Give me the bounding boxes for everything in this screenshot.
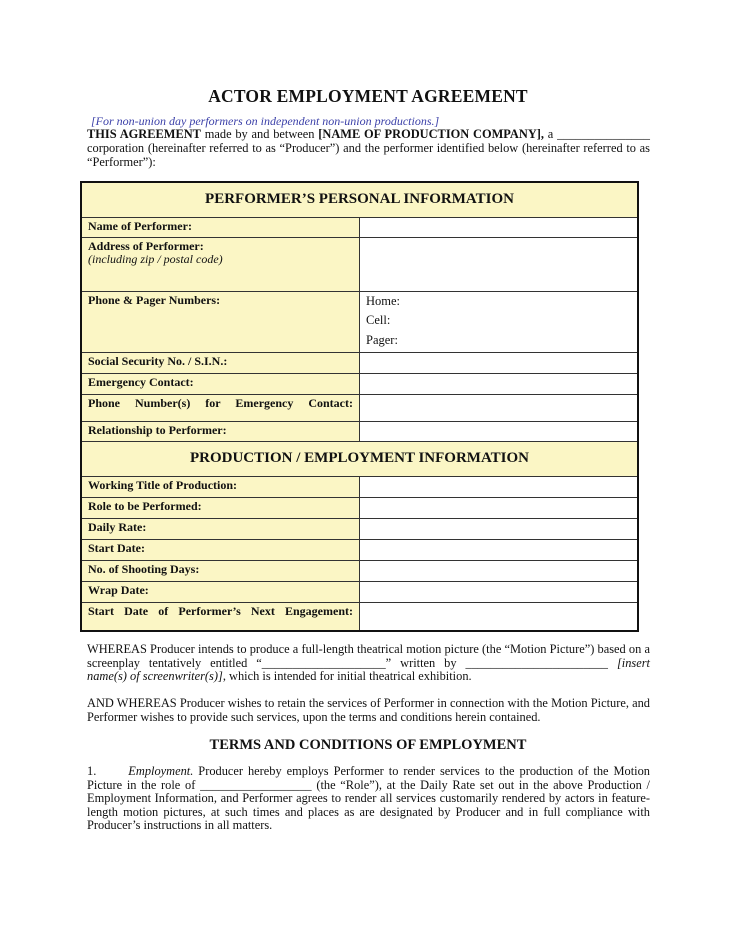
production-info-heading: PRODUCTION / EMPLOYMENT INFORMATION <box>81 441 638 476</box>
name-label: Name of Performer: <box>81 217 360 237</box>
emergency-phone-field[interactable] <box>360 394 639 421</box>
next-engagement-label: Start Date of Performer’s Next Engagement: <box>81 602 360 631</box>
terms-heading: TERMS AND CONDITIONS OF EMPLOYMENT <box>209 737 527 753</box>
emergency-contact-field[interactable] <box>360 373 639 394</box>
clause-1-title: Employment. <box>128 764 194 778</box>
relationship-label: Relationship to Performer: <box>81 421 360 441</box>
phone-pager-label: Pager: <box>366 332 398 347</box>
ssn-label: Social Security No. / S.I.N.: <box>81 352 360 373</box>
daily-rate-label: Daily Rate: <box>81 518 360 539</box>
relationship-field[interactable] <box>360 421 639 441</box>
working-title-field[interactable] <box>360 476 639 497</box>
phone-home-label: Home: <box>366 293 401 308</box>
role-field[interactable] <box>360 497 639 518</box>
clause-1-text: Producer hereby employs Performer to render services to the production of the Motion Picture in the role of __________________ (the “Role”), at the Daily Rate set out in the above Production / Employment Information, and Performer agrees to render all services customarily rendered by actors in feature-length motion pictures, at such times and places as are designated by Producer and in full compliance with Producer’s instructions in all matters. <box>87 764 650 832</box>
emergency-contact-label: Emergency Contact: <box>81 373 360 394</box>
document-title: ACTOR EMPLOYMENT AGREEMENT <box>208 86 528 106</box>
intro-rest: a _______________ corporation (hereinafter referred to as “Producer”) and the performer identified below (hereinafter referred to as “Performer”): <box>87 127 651 169</box>
name-field[interactable] <box>360 217 639 237</box>
intro-made-by: made by and between <box>200 127 319 141</box>
role-label: Role to be Performed: <box>81 497 360 518</box>
address-label-cell <box>81 237 360 291</box>
address-label: Address of Performer: <box>88 238 204 253</box>
whereas-paragraph-1 <box>87 643 650 684</box>
emergency-phone-label: Phone Number(s) for Emergency Contact: <box>81 394 360 421</box>
wrap-date-field[interactable] <box>360 581 639 602</box>
phone-cell-label: Cell: <box>366 313 391 327</box>
clause-1-paragraph <box>87 765 650 833</box>
whereas-paragraph-2: AND WHEREAS Producer wishes to retain the services of Performer in connection with the Motion Picture, and Performer wishes to provide such services, upon the terms and conditions herein contained. <box>87 696 650 724</box>
shooting-days-field[interactable] <box>360 560 639 581</box>
shooting-days-label: No. of Shooting Days: <box>81 560 360 581</box>
wrap-date-label: Wrap Date: <box>81 581 360 602</box>
phone-label: Phone & Pager Numbers: <box>81 291 360 352</box>
intro-lead: THIS AGREEMENT <box>87 127 201 141</box>
whereas-1-text-b: , which is intended for initial theatrical exhibition. <box>222 669 472 683</box>
address-field[interactable] <box>360 237 639 291</box>
next-engagement-field[interactable] <box>360 602 639 631</box>
start-date-field[interactable] <box>360 539 639 560</box>
address-sublabel: (including zip / postal code) <box>88 251 223 266</box>
whereas-1-italic: [insert name(s) of screenwriter(s)] <box>87 655 650 683</box>
daily-rate-field[interactable] <box>360 518 639 539</box>
clause-1-number: 1. <box>87 764 97 778</box>
working-title-label: Working Title of Production: <box>81 476 360 497</box>
personal-info-heading: PERFORMER’S PERSONAL INFORMATION <box>81 182 638 217</box>
ssn-field[interactable] <box>360 352 639 373</box>
intro-company: [NAME OF PRODUCTION COMPANY], <box>318 127 545 141</box>
usage-note: [For non-union day performers on independent non-union productions.] <box>91 114 440 128</box>
intro-paragraph <box>87 127 650 169</box>
whereas-1-text-a: WHEREAS Producer intends to produce a full-length theatrical motion picture (the “Motion Picture”) based on a screenplay tentatively entitled “____________________” written by _______________________ <box>87 642 650 670</box>
start-date-label: Start Date: <box>81 539 360 560</box>
phone-fields[interactable] <box>360 291 639 352</box>
information-table <box>80 181 639 632</box>
